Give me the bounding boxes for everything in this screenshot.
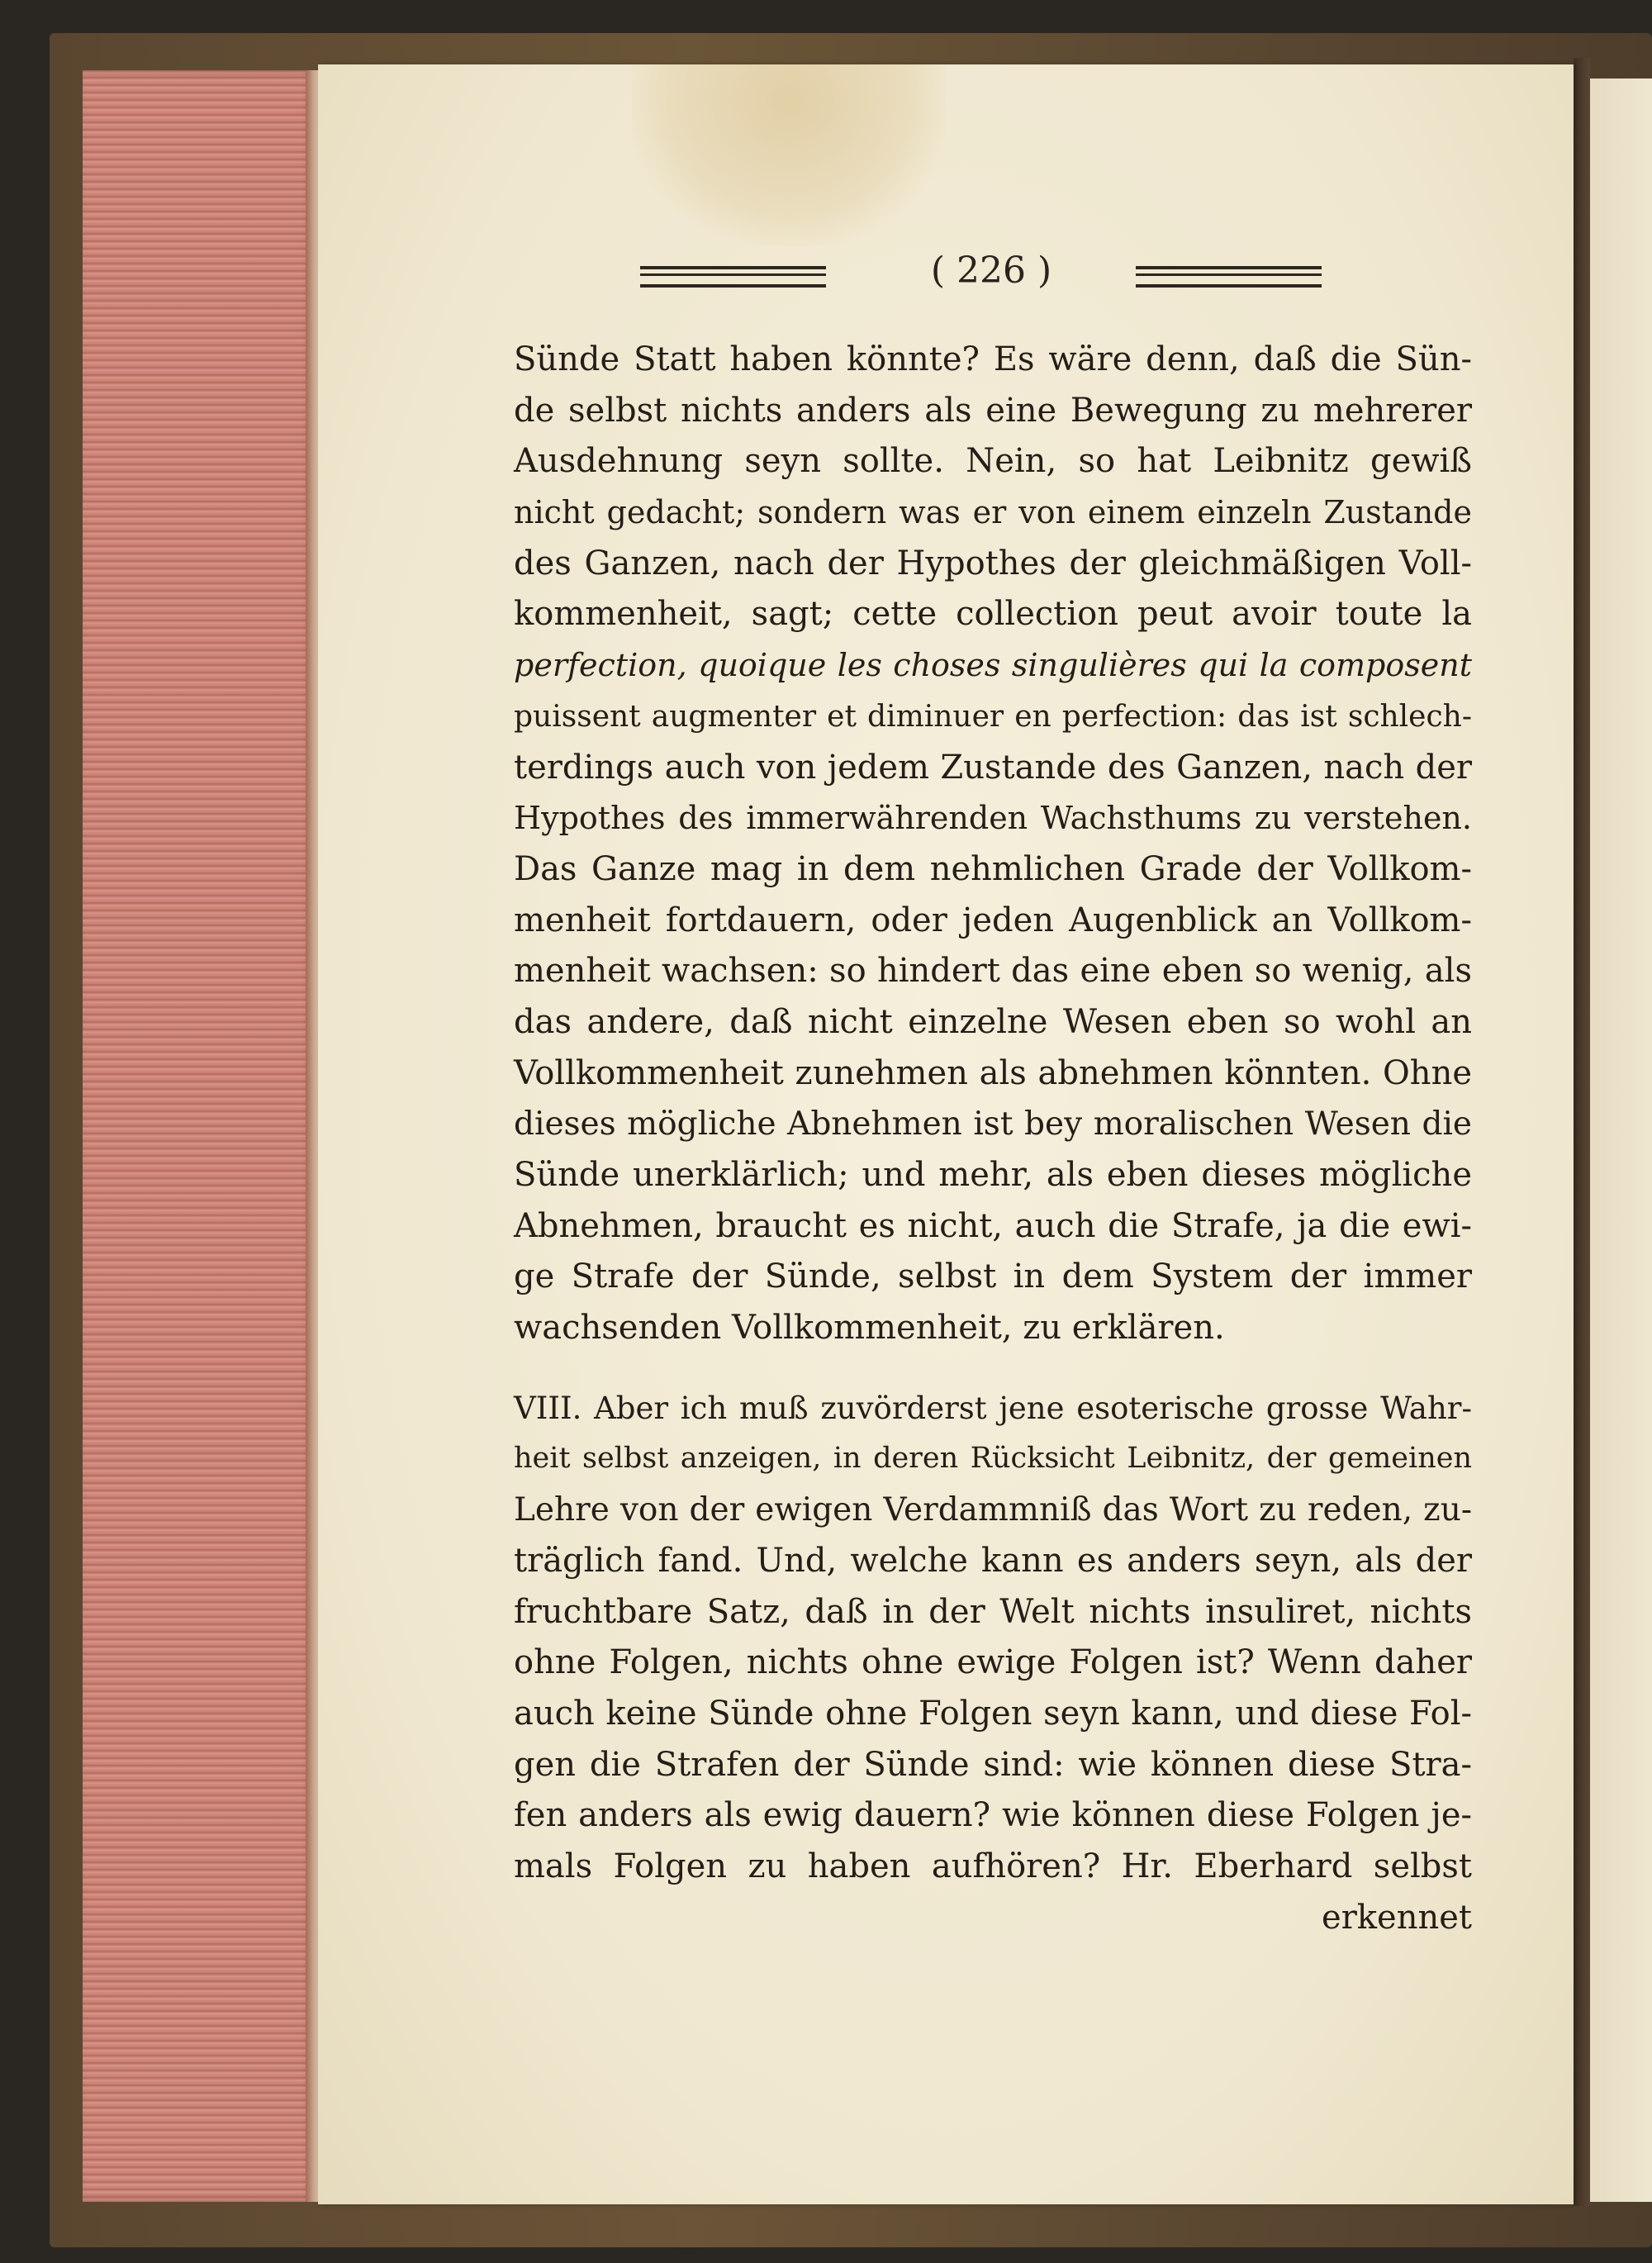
text-line: VIII. Aber ich muß zuvörderst jene esoterische grosse Wahr-: [514, 1390, 1472, 1426]
text-line: kommenheit, sagt; cette collection peut avoir toute la: [514, 595, 1472, 634]
text-line: ohne Folgen, nichts ohne ewige Folgen ist? Wenn daher: [514, 1643, 1472, 1682]
text-line: gen die Strafen der Sünde sind: wie können diese Stra-: [514, 1745, 1472, 1784]
text-line: menheit fortdauern, oder jeden Augenblick an Vollkom-: [514, 901, 1472, 939]
text-line: nicht gedacht; sondern was er von einem einzeln Zustande: [514, 494, 1472, 531]
text-line: fen anders als ewig dauern? wie können diese Folgen je-: [514, 1796, 1472, 1835]
page-number: ( 226 ): [930, 250, 1052, 292]
header-rule-right: [1136, 266, 1322, 288]
text-line: Sünde Statt haben könnte? Es wäre denn, daß die Sün-: [514, 340, 1472, 378]
paragraph-1: [514, 335, 1472, 1354]
book-gutter: [1574, 58, 1590, 2206]
text-line: träglich fand. Und, welche kann es anders seyn, als der: [514, 1541, 1472, 1580]
text-line: wachsenden Vollkommenheit, zu erklären.: [514, 1309, 1225, 1348]
water-stain: [632, 64, 946, 246]
text-line: auch keine Sünde ohne Folgen seyn kann, und diese Fol-: [514, 1694, 1472, 1733]
catchword: erkennet: [1322, 1898, 1472, 1937]
text-line: terdings auch von jedem Zustande des Ganzen, nach der: [514, 748, 1472, 787]
page-header: [318, 248, 1574, 297]
text-line: Das Ganze mag in dem nehmlichen Grade der Vollkom-: [514, 849, 1472, 888]
text-line: das andere, daß nicht einzelne Wesen eben so wohl an: [514, 1002, 1472, 1041]
text-line: Vollkommenheit zunehmen als abnehmen könnten. Ohne: [514, 1053, 1472, 1092]
text-line: Lehre von der ewigen Verdammniß das Wort zu reden, zu-: [514, 1491, 1472, 1529]
page-edges-red: [83, 70, 318, 2202]
text-line: dieses mögliche Abnehmen ist bey moralischen Wesen die: [514, 1105, 1472, 1143]
text-line: Sünde unerklärlich; und mehr, als eben dieses mögliche: [514, 1156, 1472, 1194]
text-line: de selbst nichts anders als eine Bewegung zu mehrerer: [514, 391, 1472, 430]
text-line: ge Strafe der Sünde, selbst in dem System der immer: [514, 1257, 1472, 1296]
text-line: Abnehmen, braucht es nicht, auch die Strafe, ja die ewi-: [514, 1206, 1472, 1245]
text-line: fruchtbare Satz, daß in der Welt nichts insuliret, nichts: [514, 1592, 1472, 1631]
text-line: Hypothes des immerwährenden Wachsthums zu verstehen.: [514, 800, 1472, 837]
text-line: heit selbst anzeigen, in deren Rücksicht Leibnitz, der gemeinen: [514, 1442, 1472, 1476]
text-line: perfection, quoique les choses singulières qui la composent: [514, 647, 1472, 684]
text-line: menheit wachsen: so hindert das eine eben so wenig, als: [514, 952, 1472, 991]
text-line: mals Folgen zu haben aufhören? Hr. Eberhard selbst: [514, 1847, 1472, 1885]
text-line: puissent augmenter et diminuer en perfection: das ist schlech-: [514, 699, 1472, 734]
text-line: des Ganzen, nach der Hypothes der gleichmäßigen Voll-: [514, 544, 1472, 582]
body-text: [514, 335, 1472, 1943]
paragraph-2: [514, 1383, 1472, 1893]
header-rule-left: [640, 266, 826, 288]
facing-page-edge: [1590, 78, 1652, 2202]
text-line: Ausdehnung seyn sollte. Nein, so hat Leibnitz gewiß: [514, 442, 1472, 481]
